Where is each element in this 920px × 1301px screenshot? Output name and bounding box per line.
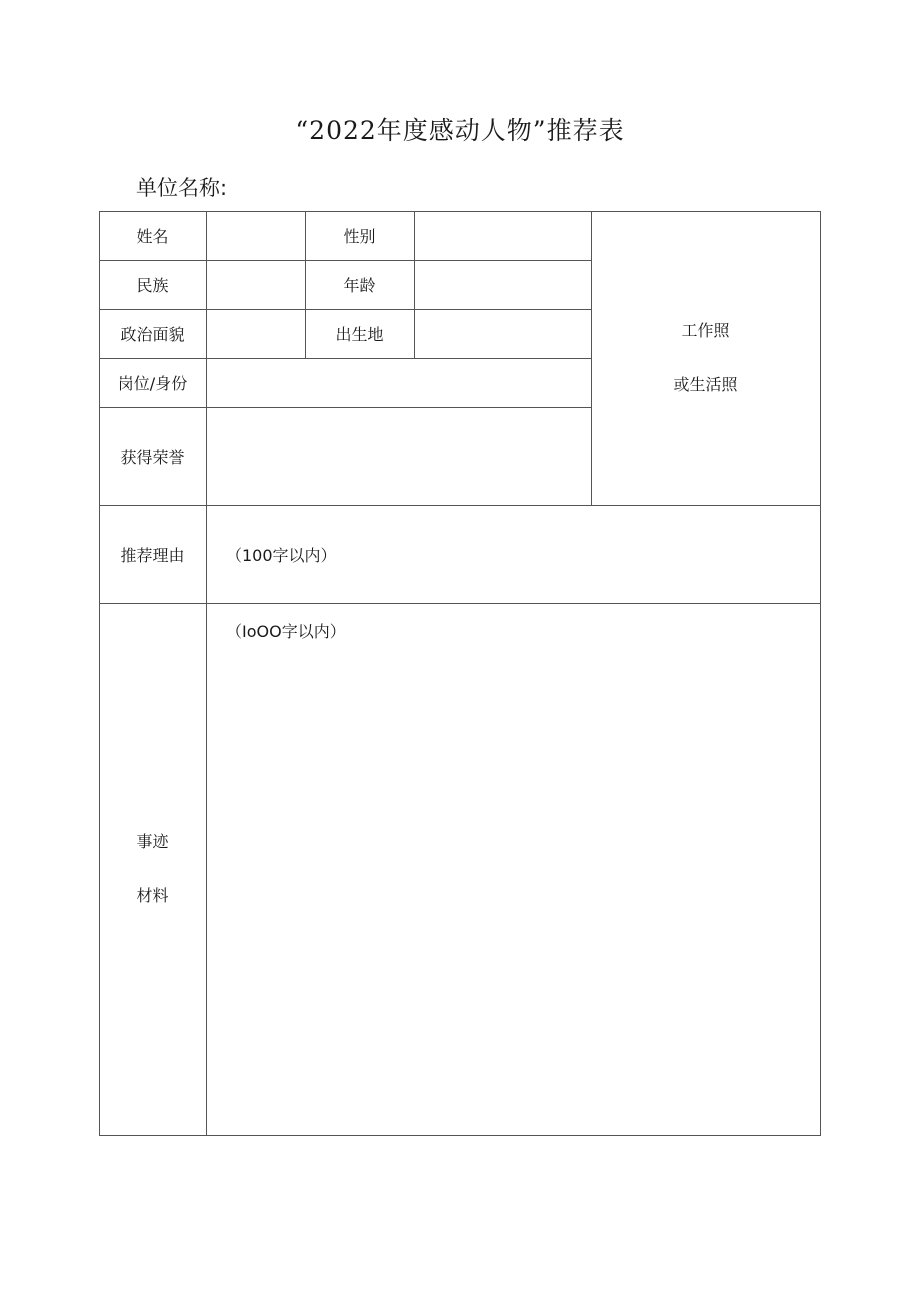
honors-label: 获得荣誉: [120, 447, 185, 467]
name-label: 姓名: [136, 227, 169, 246]
table-border-bottom: [99, 1135, 821, 1136]
recommendation-form-table: [99, 211, 821, 1136]
position-label: 岗位/身份: [117, 374, 188, 393]
position-field[interactable]: [206, 358, 591, 407]
story-field[interactable]: [206, 603, 820, 1135]
photo-box[interactable]: [591, 211, 820, 505]
political-status-field[interactable]: [206, 309, 305, 358]
story-label: [99, 603, 206, 1135]
birthplace-field[interactable]: [414, 309, 591, 358]
birthplace-label: 出生地: [335, 325, 384, 344]
political-status-label: 政治面貌: [120, 325, 185, 344]
reason-hint: （100字以内）: [226, 546, 337, 565]
age-field[interactable]: [414, 260, 591, 309]
gender-field[interactable]: [414, 211, 591, 260]
story-hint: （IoOO字以内）: [226, 622, 346, 641]
story-label-line2: 材料: [136, 886, 169, 905]
document-title: “2022年度感动人物”推荐表: [295, 116, 625, 145]
reason-label: 推荐理由: [120, 545, 185, 565]
ethnicity-label: 民族: [136, 276, 169, 295]
gender-label: 性别: [343, 227, 376, 246]
table-border-right: [820, 211, 821, 1136]
honors-field[interactable]: [206, 407, 591, 505]
name-field[interactable]: [206, 211, 305, 260]
reason-field[interactable]: [206, 505, 820, 603]
age-label: 年龄: [343, 276, 376, 295]
photo-caption-line1: 工作照: [681, 321, 730, 340]
unit-name-label: 单位名称:: [136, 176, 228, 200]
photo-caption-line2: 或生活照: [673, 375, 738, 394]
story-label-line1: 事迹: [136, 832, 169, 851]
ethnicity-field[interactable]: [206, 260, 305, 309]
